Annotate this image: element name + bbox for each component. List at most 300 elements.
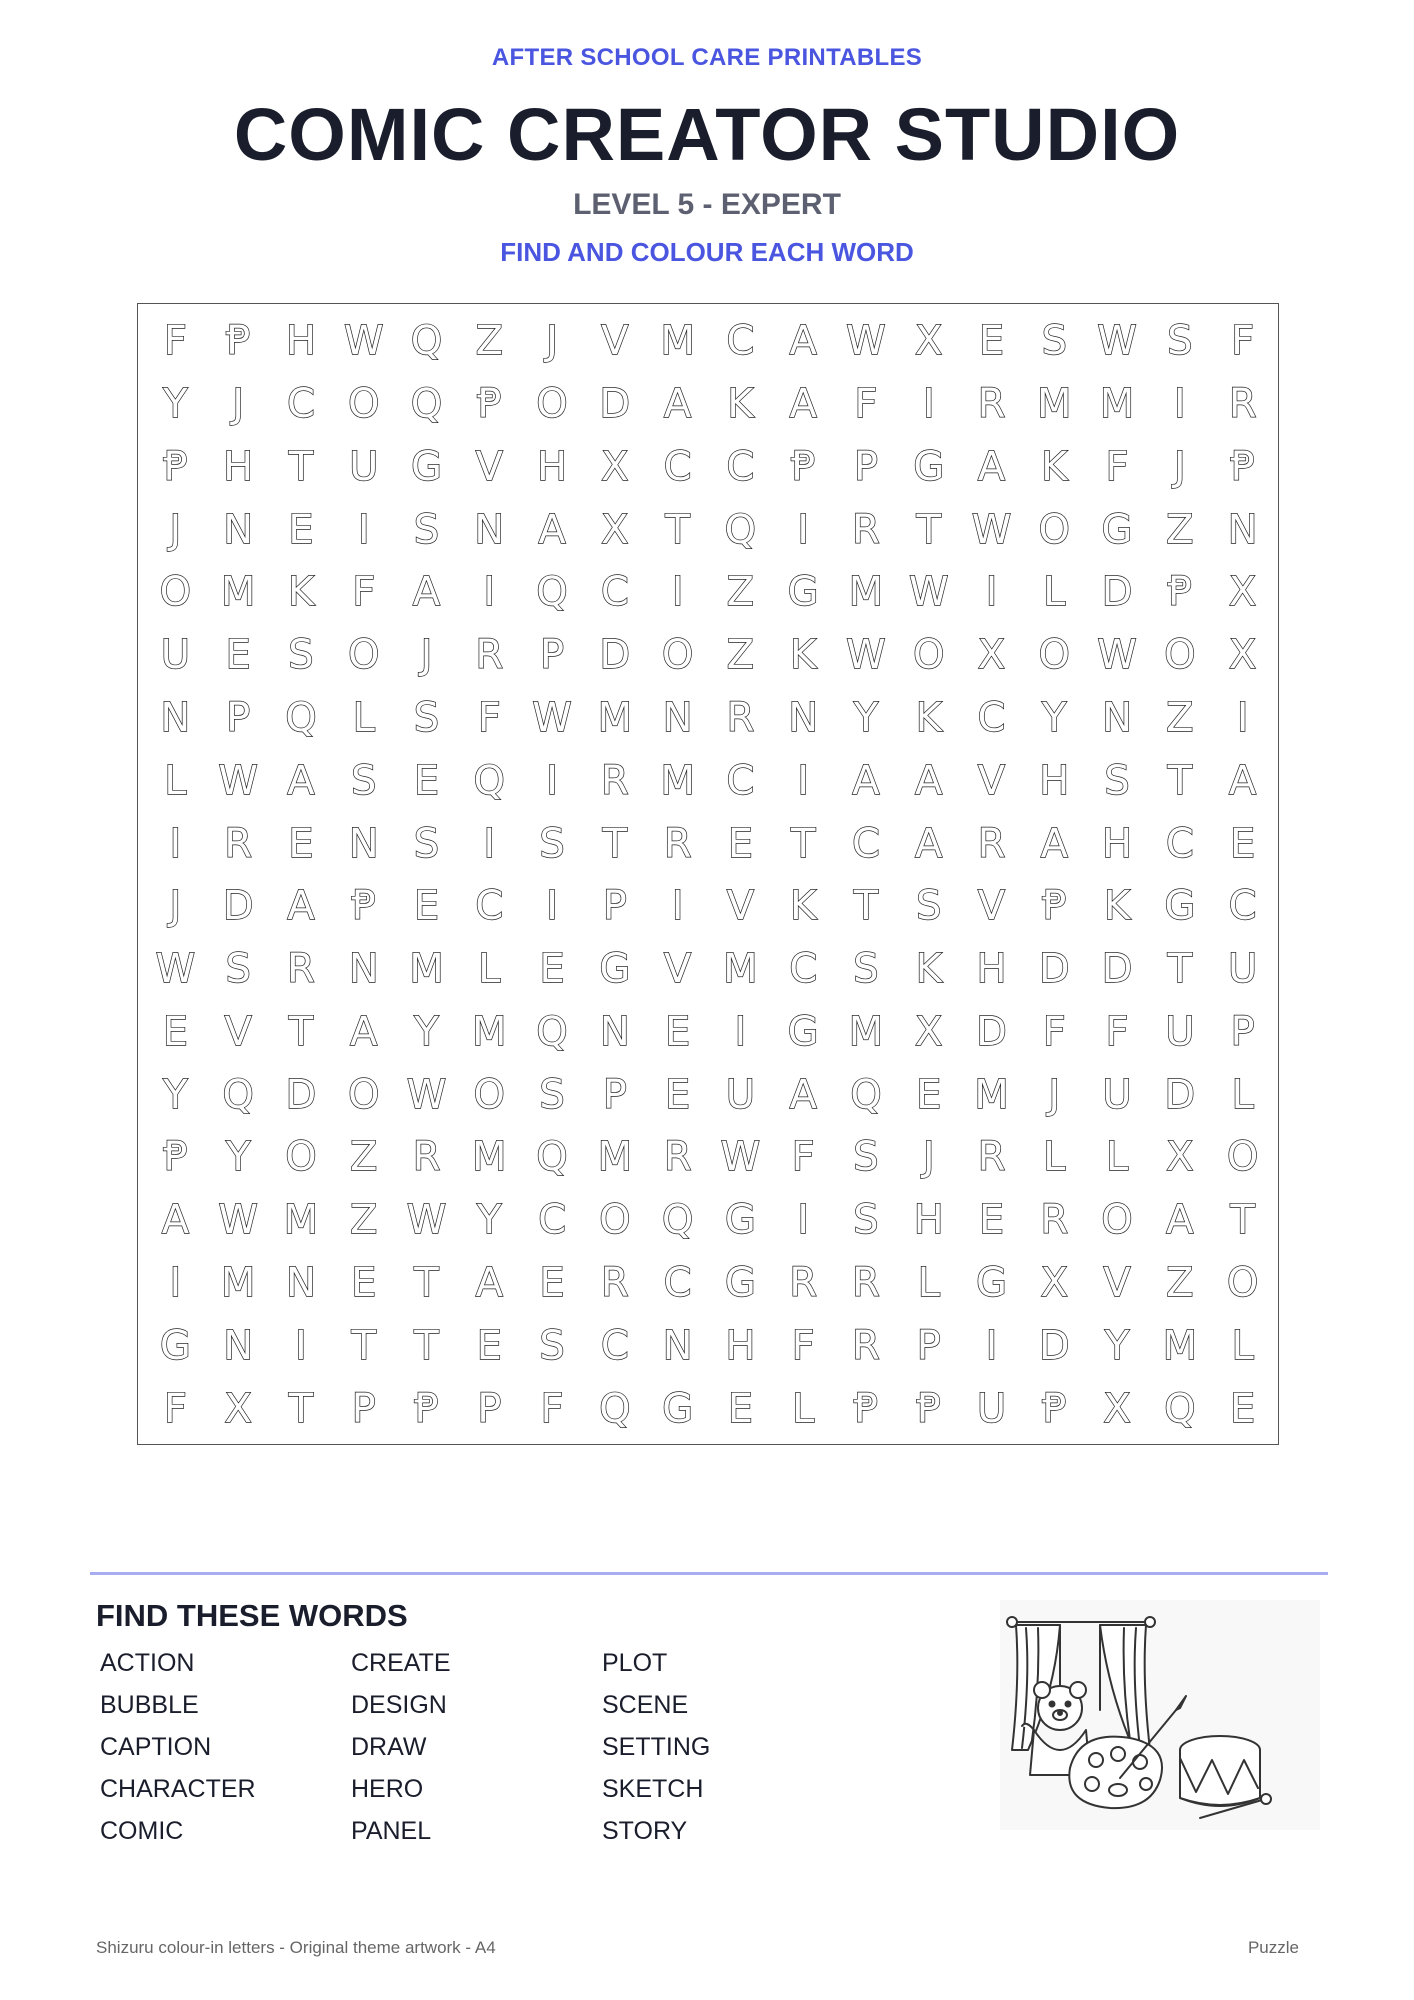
grid-letter[interactable]: H	[223, 443, 254, 490]
grid-letter[interactable]: U	[976, 1385, 1007, 1432]
grid-letter[interactable]: Ᵽ	[226, 318, 251, 365]
grid-letter[interactable]: L	[1231, 1071, 1254, 1118]
grid-letter[interactable]: R	[977, 820, 1006, 867]
grid-letter[interactable]: S	[413, 506, 440, 553]
grid-letter[interactable]: N	[662, 1322, 693, 1369]
grid-letter[interactable]: T	[1167, 757, 1193, 804]
grid-letter[interactable]: W	[1097, 632, 1137, 679]
grid-letter[interactable]: N	[474, 506, 505, 553]
grid-letter[interactable]: U	[1227, 946, 1258, 993]
grid-letter[interactable]: D	[599, 632, 631, 679]
grid-letter[interactable]: L	[352, 695, 375, 742]
grid-letter[interactable]: M	[283, 1197, 319, 1244]
grid-letter[interactable]: F	[791, 1322, 815, 1369]
grid-letter[interactable]: E	[727, 1385, 754, 1432]
grid-letter[interactable]: S	[853, 1197, 879, 1244]
grid-letter[interactable]: C	[851, 820, 880, 867]
grid-letter[interactable]: E	[727, 820, 754, 867]
grid-letter[interactable]: W	[532, 695, 572, 742]
grid-letter[interactable]: D	[1164, 1071, 1196, 1118]
grid-letter[interactable]: R	[852, 1322, 880, 1369]
grid-letter[interactable]: W	[971, 506, 1012, 553]
grid-letter[interactable]: Q	[222, 1071, 254, 1118]
grid-letter[interactable]: S	[1041, 318, 1067, 365]
grid-letter[interactable]: I	[546, 883, 558, 930]
grid-letter[interactable]: Z	[726, 569, 755, 616]
grid-letter[interactable]: V	[726, 883, 755, 930]
grid-letter[interactable]: M	[660, 318, 695, 365]
grid-letter[interactable]: J	[1048, 1071, 1061, 1118]
grid-letter[interactable]: T	[288, 1008, 314, 1055]
grid-letter[interactable]: Ᵽ	[1042, 1385, 1067, 1432]
grid-letter[interactable]: J	[922, 1134, 935, 1181]
grid-letter[interactable]: W	[406, 1071, 447, 1118]
grid-letter[interactable]: K	[287, 569, 315, 616]
grid-letter[interactable]: D	[1038, 946, 1070, 993]
grid-letter[interactable]: M	[848, 1008, 884, 1055]
grid-letter[interactable]: A	[915, 757, 943, 804]
grid-letter[interactable]: E	[413, 883, 440, 930]
grid-letter[interactable]: Y	[163, 1071, 188, 1118]
grid-letter[interactable]: W	[908, 569, 949, 616]
grid-letter[interactable]: A	[412, 569, 441, 616]
grid-letter[interactable]: P	[351, 1385, 376, 1432]
grid-letter[interactable]: W	[218, 1197, 258, 1244]
grid-letter[interactable]: O	[661, 632, 694, 679]
grid-letter[interactable]: J	[1173, 443, 1186, 490]
grid-letter[interactable]: U	[349, 443, 379, 490]
grid-letter[interactable]: S	[916, 883, 942, 930]
grid-letter[interactable]: Q	[473, 757, 505, 804]
grid-letter[interactable]: P	[602, 883, 627, 930]
grid-letter[interactable]: Y	[1042, 695, 1067, 742]
grid-letter[interactable]: E	[225, 632, 251, 679]
grid-letter[interactable]: I	[169, 820, 182, 867]
grid-letter[interactable]: E	[539, 946, 565, 993]
grid-letter[interactable]: C	[789, 946, 818, 993]
grid-letter[interactable]: R	[600, 1260, 629, 1307]
grid-letter[interactable]: N	[160, 695, 191, 742]
grid-letter[interactable]: T	[1230, 1197, 1255, 1244]
grid-letter[interactable]: X	[1228, 569, 1257, 616]
grid-letter[interactable]: O	[1226, 1134, 1259, 1181]
grid-letter[interactable]: E	[351, 1260, 377, 1307]
grid-letter[interactable]: X	[601, 443, 629, 490]
grid-letter[interactable]: Q	[410, 318, 443, 365]
grid-letter[interactable]: O	[285, 1134, 317, 1181]
grid-letter[interactable]: O	[1038, 632, 1070, 679]
grid-letter[interactable]: A	[852, 757, 880, 804]
grid-letter[interactable]: A	[475, 1260, 503, 1307]
grid-letter[interactable]: V	[1103, 1260, 1131, 1307]
grid-letter[interactable]: E	[162, 1008, 189, 1055]
grid-letter[interactable]: A	[1040, 820, 1068, 867]
grid-letter[interactable]: I	[797, 506, 810, 553]
grid-letter[interactable]: U	[1102, 1071, 1132, 1118]
grid-letter[interactable]: Q	[410, 381, 443, 428]
grid-letter[interactable]: O	[1038, 506, 1070, 553]
grid-letter[interactable]: I	[734, 1008, 747, 1055]
grid-letter[interactable]: S	[539, 820, 565, 867]
grid-letter[interactable]: D	[1038, 1322, 1070, 1369]
grid-letter[interactable]: A	[350, 1008, 378, 1055]
grid-letter[interactable]: G	[1101, 506, 1133, 553]
grid-letter[interactable]: I	[1236, 695, 1249, 742]
grid-letter[interactable]: R	[663, 1134, 692, 1181]
grid-letter[interactable]: N	[223, 1322, 254, 1369]
grid-letter[interactable]: V	[977, 883, 1006, 930]
grid-letter[interactable]: K	[915, 946, 942, 993]
grid-letter[interactable]: R	[224, 820, 253, 867]
grid-letter[interactable]: W	[846, 632, 886, 679]
grid-letter[interactable]: T	[414, 1322, 439, 1369]
grid-letter[interactable]: H	[285, 318, 316, 365]
grid-letter[interactable]: L	[164, 757, 187, 804]
grid-letter[interactable]: O	[347, 1071, 380, 1118]
grid-letter[interactable]: T	[1167, 946, 1193, 993]
grid-letter[interactable]: U	[1165, 1008, 1195, 1055]
grid-letter[interactable]: X	[601, 506, 629, 553]
grid-letter[interactable]: Z	[350, 1134, 378, 1181]
grid-letter[interactable]: P	[226, 695, 251, 742]
grid-letter[interactable]: S	[539, 1322, 565, 1369]
grid-letter[interactable]: E	[1229, 820, 1256, 867]
grid-letter[interactable]: H	[1039, 757, 1070, 804]
grid-letter[interactable]: K	[727, 381, 754, 428]
grid-letter[interactable]: J	[546, 318, 558, 365]
grid-letter[interactable]: F	[1042, 1008, 1066, 1055]
grid-letter[interactable]: Q	[536, 569, 568, 616]
grid-letter[interactable]: C	[726, 443, 755, 490]
grid-letter[interactable]: D	[976, 1008, 1007, 1055]
grid-letter[interactable]: M	[1099, 381, 1135, 428]
grid-letter[interactable]: U	[725, 1071, 756, 1118]
grid-letter[interactable]: G	[1164, 883, 1196, 930]
grid-letter[interactable]: D	[599, 381, 631, 428]
grid-letter[interactable]: Y	[1104, 1322, 1130, 1369]
grid-letter[interactable]: I	[671, 569, 684, 616]
grid-letter[interactable]: G	[599, 946, 631, 993]
grid-letter[interactable]: A	[789, 1071, 817, 1118]
grid-letter[interactable]: S	[1104, 757, 1130, 804]
grid-letter[interactable]: J	[232, 381, 245, 428]
grid-letter[interactable]: O	[1164, 632, 1196, 679]
grid-letter[interactable]: F	[163, 318, 187, 365]
grid-letter[interactable]: A	[977, 443, 1006, 490]
grid-letter[interactable]: H	[537, 443, 568, 490]
grid-letter[interactable]: S	[1167, 318, 1193, 365]
grid-letter[interactable]: E	[664, 1071, 691, 1118]
grid-letter[interactable]: R	[1228, 381, 1257, 428]
grid-letter[interactable]: Q	[661, 1197, 694, 1244]
grid-letter[interactable]: C	[1228, 883, 1257, 930]
grid-letter[interactable]: C	[600, 1322, 629, 1369]
grid-letter[interactable]: L	[917, 1260, 940, 1307]
grid-letter[interactable]: H	[976, 946, 1007, 993]
grid-letter[interactable]: O	[347, 381, 380, 428]
grid-letter[interactable]: S	[853, 1134, 879, 1181]
grid-letter[interactable]: I	[546, 757, 558, 804]
grid-letter[interactable]: E	[978, 318, 1005, 365]
grid-letter[interactable]: S	[413, 820, 440, 867]
grid-letter[interactable]: T	[853, 883, 879, 930]
grid-letter[interactable]: Ᵽ	[163, 1134, 188, 1181]
grid-letter[interactable]: I	[985, 569, 998, 616]
grid-letter[interactable]: X	[915, 318, 943, 365]
grid-letter[interactable]: Y	[163, 381, 188, 428]
grid-letter[interactable]: N	[285, 1260, 316, 1307]
grid-letter[interactable]: Ᵽ	[1230, 443, 1255, 490]
grid-letter[interactable]: G	[913, 443, 945, 490]
grid-letter[interactable]: M	[723, 946, 758, 993]
grid-letter[interactable]: X	[915, 1008, 943, 1055]
grid-letter[interactable]: A	[789, 318, 817, 365]
grid-letter[interactable]: R	[789, 1260, 818, 1307]
grid-letter[interactable]: Q	[285, 695, 317, 742]
grid-letter[interactable]: N	[348, 946, 379, 993]
grid-letter[interactable]: O	[159, 569, 192, 616]
grid-letter[interactable]: D	[222, 883, 254, 930]
grid-letter[interactable]: R	[852, 1260, 880, 1307]
grid-letter[interactable]: T	[288, 443, 314, 490]
grid-letter[interactable]: I	[1173, 381, 1186, 428]
grid-letter[interactable]: G	[410, 443, 442, 490]
grid-letter[interactable]: P	[477, 1385, 502, 1432]
grid-letter[interactable]: E	[539, 1260, 565, 1307]
grid-letter[interactable]: M	[1162, 1322, 1198, 1369]
grid-letter[interactable]: Z	[350, 1197, 378, 1244]
grid-letter[interactable]: S	[225, 946, 251, 993]
grid-letter[interactable]: P	[539, 632, 565, 679]
grid-letter[interactable]: C	[538, 1197, 567, 1244]
grid-letter[interactable]: C	[475, 883, 504, 930]
grid-letter[interactable]: O	[1101, 1197, 1133, 1244]
grid-letter[interactable]: G	[724, 1260, 756, 1307]
grid-letter[interactable]: T	[916, 506, 941, 553]
grid-letter[interactable]: R	[600, 757, 629, 804]
grid-letter[interactable]: I	[797, 757, 810, 804]
grid-letter[interactable]: G	[662, 1385, 694, 1432]
grid-letter[interactable]: J	[420, 632, 433, 679]
grid-letter[interactable]: G	[787, 569, 819, 616]
grid-letter[interactable]: I	[483, 820, 496, 867]
grid-letter[interactable]: Z	[1166, 695, 1194, 742]
grid-letter[interactable]: M	[1037, 381, 1072, 428]
grid-letter[interactable]: S	[539, 1071, 565, 1118]
grid-letter[interactable]: F	[477, 695, 501, 742]
grid-letter[interactable]: W	[218, 757, 258, 804]
grid-letter[interactable]: Q	[536, 1134, 568, 1181]
grid-letter[interactable]: H	[913, 1197, 944, 1244]
grid-letter[interactable]: G	[724, 1197, 756, 1244]
grid-letter[interactable]: I	[169, 1260, 182, 1307]
grid-letter[interactable]: E	[288, 506, 314, 553]
grid-letter[interactable]: S	[413, 695, 440, 742]
grid-letter[interactable]: I	[922, 381, 935, 428]
grid-letter[interactable]: O	[536, 381, 568, 428]
grid-letter[interactable]: Z	[1166, 506, 1194, 553]
grid-letter[interactable]: A	[915, 820, 943, 867]
grid-letter[interactable]: X	[224, 1385, 252, 1432]
grid-letter[interactable]: Q	[724, 506, 757, 553]
grid-letter[interactable]: A	[789, 381, 817, 428]
grid-letter[interactable]: E	[664, 1008, 691, 1055]
grid-letter[interactable]: T	[665, 506, 690, 553]
grid-letter[interactable]: Y	[414, 1008, 439, 1055]
grid-letter[interactable]: F	[791, 1134, 815, 1181]
grid-letter[interactable]: Z	[726, 632, 755, 679]
grid-letter[interactable]: A	[1228, 757, 1257, 804]
grid-letter[interactable]: F	[854, 381, 878, 428]
grid-letter[interactable]: O	[1226, 1260, 1259, 1307]
grid-letter[interactable]: I	[295, 1322, 307, 1369]
grid-letter[interactable]: W	[1097, 318, 1137, 365]
grid-letter[interactable]: T	[790, 820, 816, 867]
grid-letter[interactable]: L	[1231, 1322, 1254, 1369]
grid-letter[interactable]: S	[351, 757, 377, 804]
grid-letter[interactable]: M	[472, 1008, 507, 1055]
grid-letter[interactable]: W	[343, 318, 384, 365]
grid-letter[interactable]: M	[220, 1260, 256, 1307]
grid-letter[interactable]: G	[787, 1008, 819, 1055]
grid-letter[interactable]: Ᵽ	[477, 381, 502, 428]
grid-letter[interactable]: N	[348, 820, 379, 867]
grid-letter[interactable]: F	[163, 1385, 187, 1432]
grid-letter[interactable]: M	[974, 1071, 1009, 1118]
grid-letter[interactable]: V	[475, 443, 503, 490]
grid-letter[interactable]: W	[846, 318, 886, 365]
grid-letter[interactable]: W	[406, 1197, 447, 1244]
grid-letter[interactable]: Q	[850, 1071, 882, 1118]
grid-letter[interactable]: R	[726, 695, 755, 742]
grid-letter[interactable]: Q	[536, 1008, 568, 1055]
grid-letter[interactable]: V	[224, 1008, 252, 1055]
grid-letter[interactable]: N	[599, 1008, 630, 1055]
grid-letter[interactable]: E	[288, 820, 314, 867]
grid-letter[interactable]: E	[1229, 1385, 1256, 1432]
grid-letter[interactable]: Ᵽ	[853, 1385, 878, 1432]
grid-letter[interactable]: G	[975, 1260, 1007, 1307]
grid-letter[interactable]: O	[599, 1197, 631, 1244]
grid-letter[interactable]: R	[412, 1134, 441, 1181]
grid-letter[interactable]: Y	[853, 695, 879, 742]
grid-letter[interactable]: G	[159, 1322, 191, 1369]
grid-letter[interactable]: A	[161, 1197, 190, 1244]
grid-letter[interactable]: L	[792, 1385, 815, 1432]
grid-letter[interactable]: R	[287, 946, 315, 993]
grid-letter[interactable]: D	[1101, 569, 1133, 616]
grid-letter[interactable]: P	[916, 1322, 941, 1369]
grid-letter[interactable]: X	[977, 632, 1006, 679]
grid-letter[interactable]: Z	[475, 318, 503, 365]
grid-letter[interactable]: T	[351, 1322, 376, 1369]
grid-letter[interactable]: Ᵽ	[1042, 883, 1067, 930]
grid-letter[interactable]: M	[597, 695, 633, 742]
grid-letter[interactable]: I	[985, 1322, 998, 1369]
grid-letter[interactable]: K	[1041, 443, 1068, 490]
grid-letter[interactable]: S	[853, 946, 879, 993]
grid-letter[interactable]: A	[287, 757, 315, 804]
grid-letter[interactable]: J	[169, 883, 182, 930]
grid-letter[interactable]: A	[1166, 1197, 1194, 1244]
grid-letter[interactable]: A	[538, 506, 566, 553]
grid-letter[interactable]: W	[720, 1134, 761, 1181]
grid-letter[interactable]: J	[169, 506, 182, 553]
grid-letter[interactable]: O	[347, 632, 380, 679]
grid-letter[interactable]: U	[160, 632, 191, 679]
grid-letter[interactable]: F	[1231, 318, 1255, 365]
grid-letter[interactable]: Q	[1164, 1385, 1196, 1432]
grid-letter[interactable]: T	[602, 820, 628, 867]
grid-letter[interactable]: Q	[599, 1385, 631, 1432]
grid-letter[interactable]: A	[663, 381, 692, 428]
grid-letter[interactable]: R	[663, 820, 692, 867]
grid-letter[interactable]: N	[223, 506, 254, 553]
grid-letter[interactable]: L	[1043, 569, 1066, 616]
grid-letter[interactable]: R	[1040, 1197, 1069, 1244]
grid-letter[interactable]: X	[1166, 1134, 1194, 1181]
grid-letter[interactable]: D	[1101, 946, 1133, 993]
grid-letter[interactable]: F	[540, 1385, 564, 1432]
grid-letter[interactable]: M	[409, 946, 444, 993]
grid-letter[interactable]: M	[597, 1134, 633, 1181]
grid-letter[interactable]: P	[853, 443, 878, 490]
grid-letter[interactable]: C	[286, 381, 315, 428]
grid-letter[interactable]: Ᵽ	[791, 443, 816, 490]
grid-letter[interactable]: V	[663, 946, 692, 993]
grid-letter[interactable]: Y	[225, 1134, 251, 1181]
grid-letter[interactable]: I	[797, 1197, 810, 1244]
grid-letter[interactable]: V	[977, 757, 1006, 804]
grid-letter[interactable]: C	[977, 695, 1006, 742]
grid-letter[interactable]: Ᵽ	[1167, 569, 1192, 616]
grid-letter[interactable]: K	[915, 695, 942, 742]
grid-letter[interactable]: I	[671, 883, 684, 930]
grid-letter[interactable]: K	[1103, 883, 1131, 930]
grid-letter[interactable]: Ᵽ	[351, 883, 376, 930]
grid-letter[interactable]: E	[978, 1197, 1005, 1244]
grid-letter[interactable]: P	[602, 1071, 627, 1118]
grid-letter[interactable]: S	[288, 632, 314, 679]
grid-letter[interactable]: V	[601, 318, 629, 365]
grid-letter[interactable]: M	[660, 757, 695, 804]
grid-letter[interactable]: O	[473, 1071, 505, 1118]
grid-letter[interactable]: R	[977, 381, 1006, 428]
grid-letter[interactable]: E	[476, 1322, 502, 1369]
grid-letter[interactable]: F	[352, 569, 376, 616]
grid-letter[interactable]: C	[1165, 820, 1194, 867]
grid-letter[interactable]: O	[912, 632, 945, 679]
grid-letter[interactable]: Ᵽ	[414, 1385, 439, 1432]
grid-letter[interactable]: M	[220, 569, 256, 616]
grid-letter[interactable]: L	[478, 946, 501, 993]
grid-letter[interactable]: N	[1102, 695, 1132, 742]
grid-letter[interactable]: Ᵽ	[163, 443, 188, 490]
grid-letter[interactable]: K	[790, 883, 817, 930]
grid-letter[interactable]: N	[788, 695, 819, 742]
grid-letter[interactable]: X	[1103, 1385, 1131, 1432]
grid-letter[interactable]: T	[288, 1385, 314, 1432]
grid-letter[interactable]: L	[1043, 1134, 1066, 1181]
grid-letter[interactable]: C	[726, 757, 755, 804]
grid-letter[interactable]: Ᵽ	[916, 1385, 941, 1432]
grid-letter[interactable]: E	[916, 1071, 942, 1118]
grid-letter[interactable]: C	[600, 569, 629, 616]
grid-letter[interactable]: R	[977, 1134, 1006, 1181]
grid-letter[interactable]: I	[357, 506, 370, 553]
grid-letter[interactable]: I	[483, 569, 496, 616]
grid-letter[interactable]: H	[725, 1322, 756, 1369]
